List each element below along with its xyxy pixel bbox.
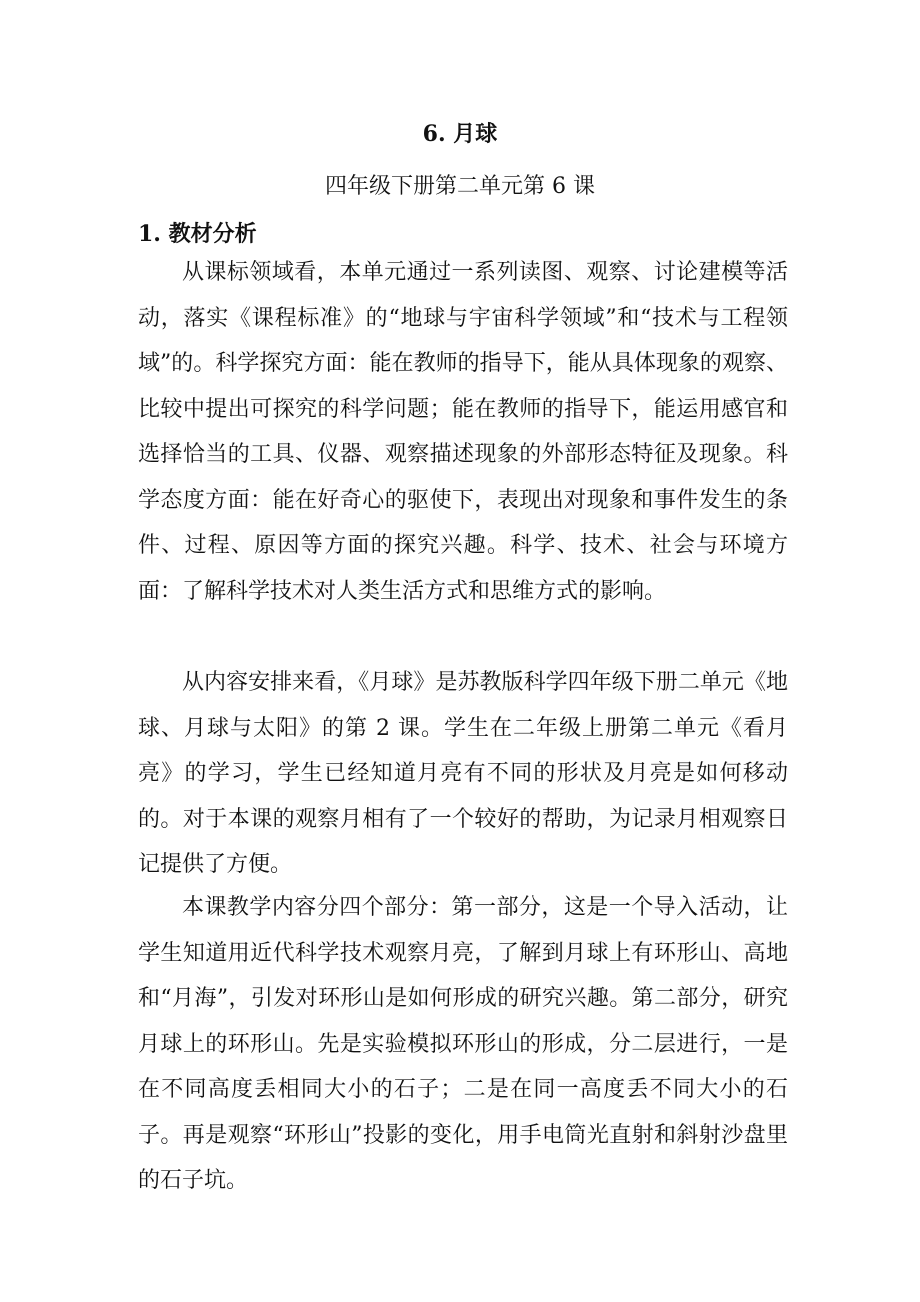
paragraph-curriculum-domain: 从课标领域看，本单元通过一系列读图、观察、讨论建模等活动，落实《课程标准》的“地球与宇宙科学领域”和“技术与工程领域”的。科学探究方面：能在教师的指导下，能从具体现象的观察、比较中提出可探究的科学问题；能在教师的指导下，能运用感官和选择恰当的工具、仪器、观察描述现象的外部形态特征及现象。科学态度方面：能在好奇心的驱使下，表现出对现象和事件发生的条件、过程、原因等方面的探究兴趣。科学、技术、社会与环境方面：了解科学技术对人类生活方式和思维方式的影响。 xyxy=(138,260,788,604)
paragraph-teaching-content: 本课教学内容分四个部分：第一部分，这是一个导入活动，让学生知道用近代科学技术观察月亮，了解到月球上有环形山、高地和“月海”，引发对环形山是如何形成的研究兴趣。第二部分，研究月球上的环形山。先是实验模拟环形山的形成，分二层进行，一是在不同高度丢相同大小的石子；二是在同一高度丢不同大小的石子。再是观察“环形山”投影的变化，用手电筒光直射和斜射沙盘里的石子坑。 xyxy=(138,895,788,1193)
section-heading-textbook-analysis: 1. 教材分析 xyxy=(138,221,257,247)
paragraph-content-arrangement: 从内容安排来看，《月球》是苏教版科学四年级下册二单元《地球、月球与太阳》的第 2 课。学生在二年级上册第二单元《看月亮》的学习，学生已经知道月亮有不同的形状及月亮是如何移动的。对于本课的观察月相有了一个较好的帮助，为记录月相观察日记提供了方便。 xyxy=(138,670,788,877)
lesson-title: 6. 月球 xyxy=(422,121,498,147)
lesson-subtitle: 四年级下册第二单元第 6 课 xyxy=(325,174,595,199)
